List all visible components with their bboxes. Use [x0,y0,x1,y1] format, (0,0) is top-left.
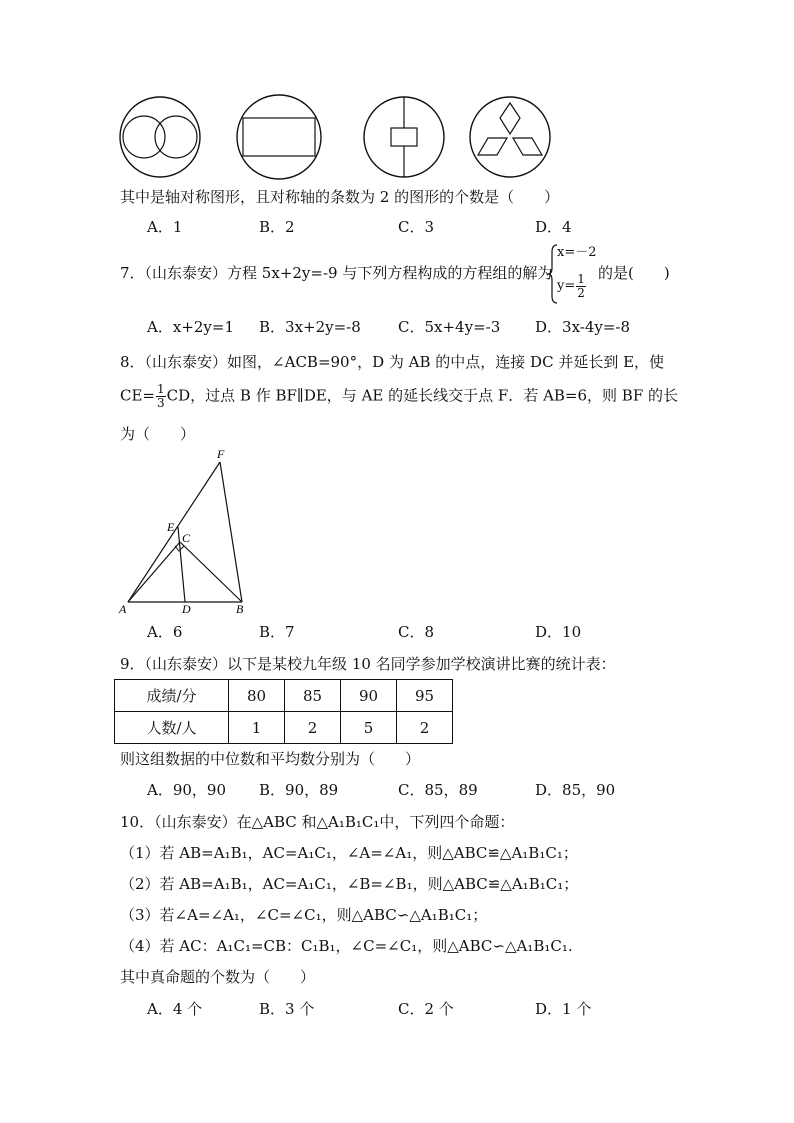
three-rhombus-icon [470,97,550,177]
table-row [115,712,453,744]
table-cell: 5 [341,712,397,744]
q8-label-b: B [236,602,244,616]
q6-question: 其中是轴对称图形，且对称轴的条数为 2 的图形的个数是（ ） [120,188,560,206]
table-cell: 成绩/分 [115,680,229,712]
q8-fraction [156,383,166,409]
q9-option-a: A．90，90 [147,781,227,799]
q8-option-c: C．8 [398,623,435,641]
cross-square-icon [364,97,444,177]
q7-stem-suffix: 的是( ) [598,264,670,282]
q8-line3: 为（ ） [120,425,196,443]
q9-question: 则这组数据的中位数和平均数分别为（ ） [120,750,421,768]
q7-system-x: x=－2 [557,245,597,260]
q7-option-c: C．5x+4y=-3 [398,318,501,336]
q7-system-y [557,273,587,299]
two-circles-icon [120,97,200,177]
q6-option-b: B．2 [259,218,295,236]
q9-option-b: B．90，89 [259,781,339,799]
table-cell: 1 [229,712,285,744]
q8-label-f: F [217,447,225,461]
q10-option-c: C．2 个 [398,1000,454,1018]
q10-prop-3: （3）若∠A=∠A₁，∠C=∠C₁，则△ABC∽△A₁B₁C₁； [120,906,488,924]
q10-question: 其中真命题的个数为（ ） [120,968,316,986]
q6-figures [110,92,560,182]
q8-line2-suffix: CD，过点 B 作 BF∥DE，与 AE 的延长线交于点 F．若 AB=6，则 BF 的长 [166,386,679,405]
q8-label-e: E [167,520,175,534]
q10-option-b: B．3 个 [259,1000,315,1018]
q7-option-d: D．3x-4y=-8 [535,318,631,336]
q10-stem: 10．（山东泰安）在△ABC 和△A₁B₁C₁中，下列四个命题： [120,813,515,831]
q7-stem: 7．（山东泰安）方程 5x+2y=-9 与下列方程构成的方程组的解为 [120,264,553,282]
q6-option-a: A．1 [147,218,183,236]
q10-prop-4: （4）若 AC：A₁C₁=CB：C₁B₁，∠C=∠C₁，则△ABC∽△A₁B₁C₁. [120,937,573,955]
q9-option-d: D．85，90 [535,781,616,799]
q10-option-d: D．1 个 [535,1000,592,1018]
q8-frac-den: 3 [157,395,165,410]
q9-stem: 9．（山东泰安）以下是某校九年级 10 名同学参加学校演讲比赛的统计表： [120,655,616,673]
q10-prop-1: （1）若 AB=A₁B₁，AC=A₁C₁，∠A=∠A₁，则△ABC≌△A₁B₁C₁； [120,844,578,862]
table-cell: 85 [285,680,341,712]
q7-option-a: A．x+2y=1 [147,318,234,336]
q7-y-num: 1 [577,272,585,286]
table-cell: 2 [285,712,341,744]
q8-option-a: A．6 [147,623,183,641]
table-cell: 95 [397,680,453,712]
q6-option-d: D．4 [535,218,572,236]
q9-option-c: C．85，89 [398,781,478,799]
table-cell: 90 [341,680,397,712]
q8-triangle-figure [115,445,260,620]
q8-frac-num: 1 [157,382,165,396]
q8-line1: 8．（山东泰安）如图，∠ACB=90°，D 为 AB 的中点，连接 DC 并延长到 E，使 [120,353,665,371]
q8-label-d: D [182,602,191,616]
q7-y-fraction [576,273,586,299]
q7-sys-y-prefix: y= [557,278,576,294]
q8-label-c: C [182,531,191,545]
q8-option-d: D．10 [535,623,582,641]
q7-option-b: B．3x+2y=-8 [259,318,361,336]
rectangle-icon [237,95,321,179]
table-cell: 人数/人 [115,712,229,744]
table-row [115,680,453,712]
table-cell: 80 [229,680,285,712]
q6-option-c: C．3 [398,218,435,236]
q8-line2-prefix: CE= [120,386,155,405]
q10-prop-2: （2）若 AB=A₁B₁，AC=A₁C₁，∠B=∠B₁，则△ABC≌△A₁B₁C₁； [120,875,579,893]
q9-stats-table [114,679,453,744]
q10-option-a: A．4 个 [147,1000,203,1018]
table-cell: 2 [397,712,453,744]
q7-y-den: 2 [577,285,585,300]
q8-line2 [120,383,678,409]
q8-option-b: B．7 [259,623,295,641]
q8-label-a: A [119,602,127,616]
